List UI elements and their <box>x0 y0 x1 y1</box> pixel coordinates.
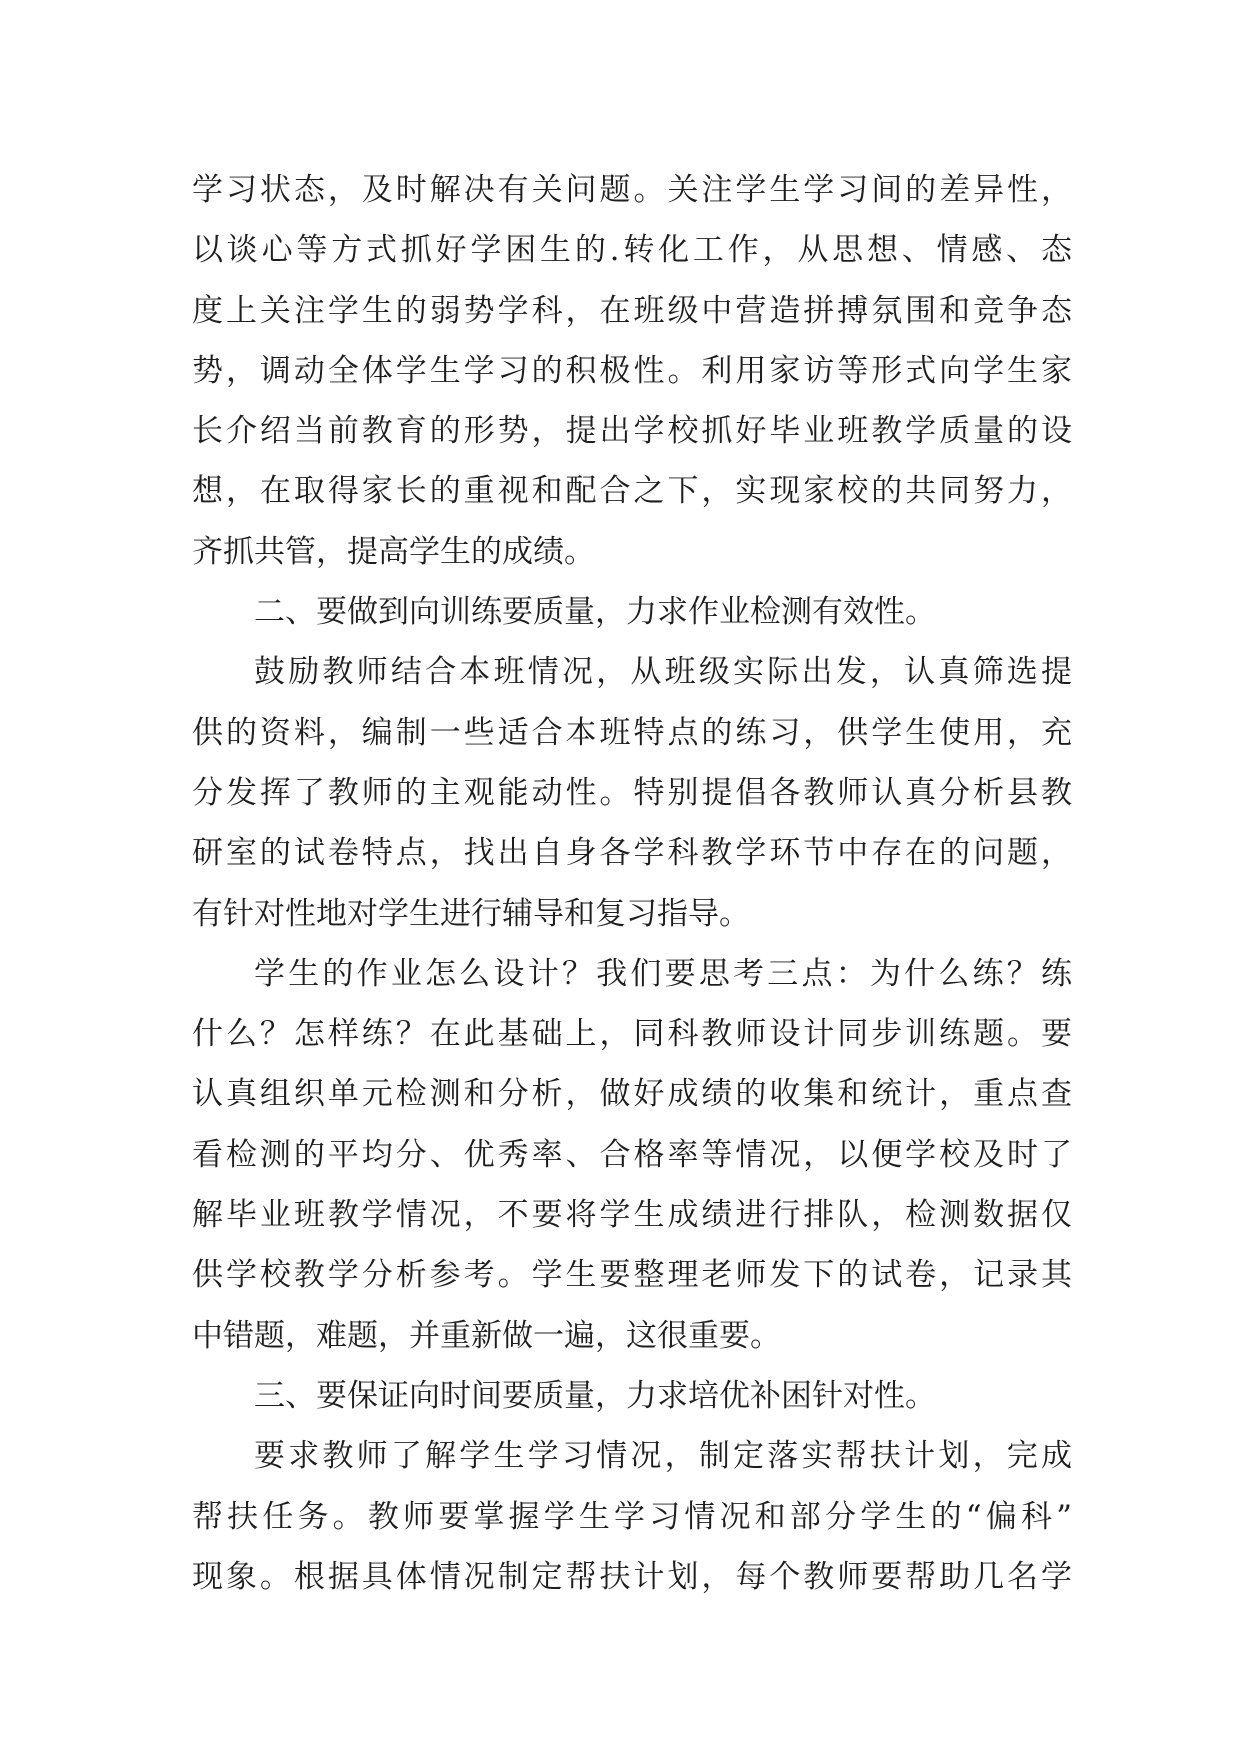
text-line: 现象。根据具体情况制定帮扶计划，每个教师要帮助几名学 <box>192 1558 1072 1595</box>
text-line: 研室的试卷特点，找出自身各学科教学环节中存在的问题， <box>192 835 1072 872</box>
text-line: 齐抓共管，提高学生的成绩。 <box>192 533 595 570</box>
text-line: 看检测的平均分、优秀率、合格率等情况，以便学校及时了 <box>192 1136 1072 1173</box>
text-line: 认真组织单元检测和分析，做好成绩的收集和统计，重点查 <box>192 1076 1072 1113</box>
text-line: 势，调动全体学生学习的积极性。利用家访等形式向学生家 <box>192 352 1072 389</box>
text-line: 分发挥了教师的主观能动性。特别提倡各教师认真分析县教 <box>192 774 1072 811</box>
text-line: 长介绍当前教育的形势，提出学校抓好毕业班教学质量的设 <box>192 413 1072 450</box>
text-line: 鼓励教师结合本班情况，从班级实际出发，认真筛选提 <box>254 654 1072 691</box>
text-line: 解毕业班教学情况，不要将学生成绩进行排队，检测数据仅 <box>192 1197 1072 1234</box>
text-line: 学习状态，及时解决有关问题。关注学生学习间的差异性， <box>192 172 1072 208</box>
text-line: 以谈心等方式抓好学困生的.转化工作，从思想、情感、态 <box>192 232 1072 269</box>
text-line: 帮扶任务。教师要掌握学生学习情况和部分学生的“偏科” <box>192 1498 1072 1535</box>
text-line: 三、要保证向时间要质量，力求培优补困针对性。 <box>254 1377 936 1414</box>
text-line: 要求教师了解学生学习情况，制定落实帮扶计划，完成 <box>254 1438 1072 1475</box>
text-line: 学生的作业怎么设计？我们要思考三点：为什么练？练 <box>254 955 1072 992</box>
text-line: 供的资料，编制一些适合本班特点的练习，供学生使用，充 <box>192 714 1072 751</box>
text-line: 中错题，难题，并重新做一遍，这很重要。 <box>192 1317 781 1354</box>
text-line: 有针对性地对学生进行辅导和复习指导。 <box>192 895 750 932</box>
text-line: 供学校教学分析参考。学生要整理老师发下的试卷，记录其 <box>192 1257 1072 1294</box>
text-line: 二、要做到向训练要质量，力求作业检测有效性。 <box>254 594 936 631</box>
text-line: 想，在取得家长的重视和配合之下，实现家校的共同努力， <box>192 473 1072 510</box>
body-text <box>192 160 1072 1607</box>
text-line: 度上关注学生的弱势学科，在班级中营造拼搏氛围和竞争态 <box>192 292 1072 329</box>
text-line: 什么？怎样练？在此基础上，同科教师设计同步训练题。要 <box>192 1016 1072 1053</box>
